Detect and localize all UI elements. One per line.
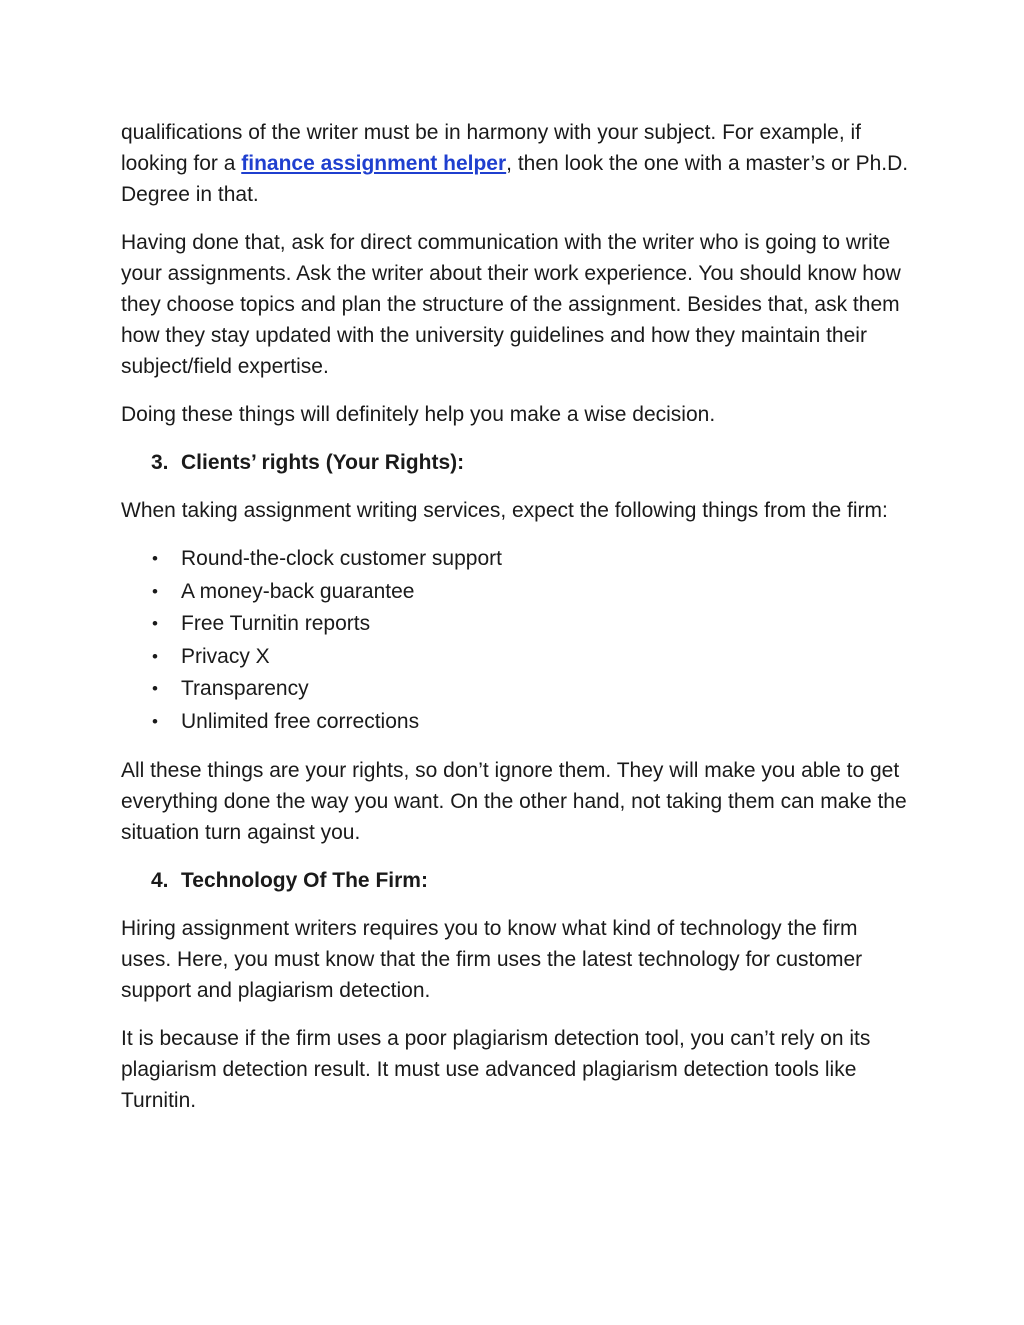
paragraph-hiring-writers: Hiring assignment writers requires you to know what kind of technology the firm uses. Here, you must know that the firm uses the latest technology for customer support and plagiarism detection.	[121, 917, 863, 1002]
paragraph-wise-decision: Doing these things will definitely help you make a wise decision.	[121, 403, 716, 426]
heading-technology	[151, 865, 911, 896]
list-item-text: Unlimited free corrections	[181, 709, 420, 733]
bullet-icon: •	[152, 679, 158, 698]
list-item-text: Privacy X	[181, 644, 270, 668]
list-item-text: Transparency	[181, 677, 309, 700]
paragraph-qualifications	[121, 117, 911, 210]
paragraph-expectations: When taking assignment writing services, expect the following things from the firm:	[121, 499, 888, 522]
heading-clients-rights	[151, 447, 911, 478]
bullet-icon: •	[152, 711, 158, 731]
list-item	[121, 576, 911, 609]
paragraph-plagiarism-tools: It is because if the firm uses a poor plagiarism detection tool, you can’t rely on its plagiarism detection result. It must use advanced plagiarism detection tools like Turnitin.	[121, 1027, 871, 1112]
finance-assignment-helper-link[interactable]: finance assignment helper	[241, 152, 507, 175]
paragraph-text: qualifications of the writer must be in harmony with your subject. For example, if looking for a	[121, 121, 861, 175]
list-item-text: A money-back guarantee	[181, 579, 415, 603]
rights-list	[121, 543, 911, 738]
document-page	[121, 117, 911, 1133]
paragraph-your-rights: All these things are your rights, so don’t ignore them. They will make you able to get everything done the way you want. On the other hand, not taking them can make the situation turn against you.	[121, 759, 907, 844]
list-item-text: Round-the-clock customer support	[181, 547, 502, 570]
bullet-icon: •	[152, 614, 158, 633]
list-item	[121, 673, 911, 706]
list-item	[121, 608, 911, 641]
list-item-text: Free Turnitin reports	[181, 612, 371, 635]
list-item	[121, 543, 911, 576]
heading-number: 4.	[151, 869, 169, 892]
heading-text: Technology Of The Firm:	[181, 869, 428, 892]
heading-number: 3.	[151, 451, 169, 474]
list-item	[121, 641, 911, 674]
heading-text: Clients’ rights (Your Rights):	[181, 451, 465, 474]
bullet-icon: •	[152, 581, 158, 601]
bullet-icon: •	[152, 646, 158, 666]
paragraph-text: , then look the one with a master’s or Ph.D. Degree in that.	[121, 152, 909, 206]
bullet-icon: •	[152, 549, 158, 568]
paragraph-direct-communication: Having done that, ask for direct communication with the writer who is going to write your assignments. Ask the writer about their work experience. You should know how they choose topics and plan the structure of the assignment. Besides that, ask them how they stay updated with the university guidelines and how they maintain their subject/field expertise.	[121, 231, 901, 378]
list-item	[121, 706, 911, 739]
